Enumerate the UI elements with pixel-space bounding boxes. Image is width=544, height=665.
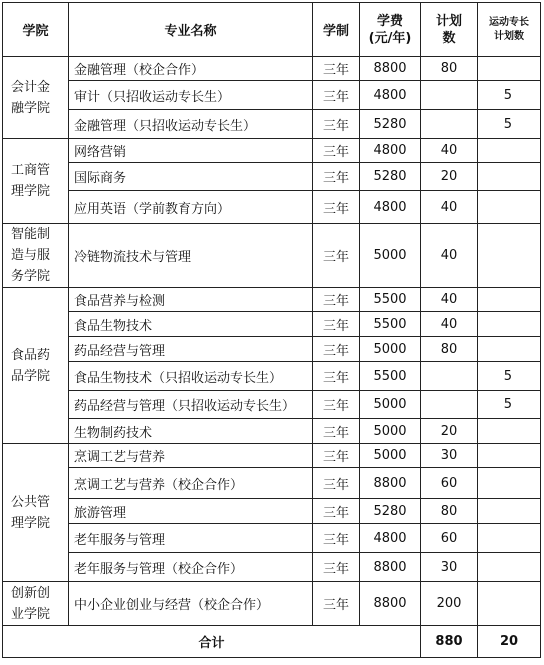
plan-cell: 60	[421, 524, 478, 553]
plan-cell: 80	[421, 337, 478, 362]
fee-cell: 8800	[360, 553, 421, 582]
fee-cell: 5280	[360, 110, 421, 139]
sport-cell	[478, 337, 541, 362]
table-row	[3, 224, 541, 288]
table-row	[3, 163, 541, 191]
college-name-line: 食品药	[11, 347, 51, 363]
sport-cell	[478, 57, 541, 81]
table-row	[3, 57, 541, 81]
college-cell	[3, 288, 69, 444]
header-sport-line2: 计划数	[494, 30, 524, 42]
fee-cell: 4800	[360, 139, 421, 163]
header-plan-line1: 计划	[435, 13, 462, 29]
fee-cell: 5280	[360, 163, 421, 191]
length-cell: 三年	[313, 163, 360, 191]
header-length: 学制	[313, 3, 360, 57]
major-cell: 中小企业创业与经营（校企合作）	[69, 582, 313, 626]
table-row	[3, 288, 541, 312]
header-fee	[360, 3, 421, 57]
length-cell: 三年	[313, 468, 360, 499]
length-cell: 三年	[313, 312, 360, 337]
sport-cell	[478, 468, 541, 499]
plan-cell: 80	[421, 499, 478, 524]
major-cell: 食品生物技术	[69, 312, 313, 337]
enrollment-plan-table	[2, 2, 541, 658]
total-sport: 20	[478, 626, 541, 658]
plan-cell: 80	[421, 57, 478, 81]
length-cell: 三年	[313, 582, 360, 626]
length-cell: 三年	[313, 524, 360, 553]
sport-cell	[478, 524, 541, 553]
college-name-line: 公共管	[11, 494, 51, 510]
table-row	[3, 444, 541, 468]
header-row	[3, 3, 541, 57]
sport-cell: 5	[478, 81, 541, 110]
table-row	[3, 468, 541, 499]
sport-cell	[478, 312, 541, 337]
college-name-line: 造与服	[11, 248, 51, 263]
fee-cell: 5000	[360, 391, 421, 419]
plan-cell: 200	[421, 582, 478, 626]
fee-cell: 8800	[360, 57, 421, 81]
length-cell: 三年	[313, 81, 360, 110]
length-cell: 三年	[313, 191, 360, 224]
plan-cell	[421, 81, 478, 110]
sport-cell	[478, 419, 541, 444]
plan-cell: 30	[421, 444, 478, 468]
college-name-line: 智能制	[11, 227, 51, 242]
header-sport-line1: 运动专长	[489, 16, 529, 28]
table-row	[3, 110, 541, 139]
length-cell: 三年	[313, 553, 360, 582]
header-major: 专业名称	[69, 3, 313, 57]
sport-cell: 5	[478, 391, 541, 419]
major-cell: 金融管理（校企合作）	[69, 57, 313, 81]
fee-cell: 5000	[360, 444, 421, 468]
college-cell	[3, 139, 69, 224]
length-cell: 三年	[313, 110, 360, 139]
fee-cell: 4800	[360, 524, 421, 553]
college-name-line: 工商管	[11, 163, 51, 178]
length-cell: 三年	[313, 391, 360, 419]
sport-cell	[478, 139, 541, 163]
major-cell: 药品经营与管理（只招收运动专长生）	[69, 391, 313, 419]
total-row	[3, 626, 541, 658]
header-sport	[478, 3, 541, 57]
major-cell: 金融管理（只招收运动专长生）	[69, 110, 313, 139]
plan-cell: 40	[421, 139, 478, 163]
header-plan	[421, 3, 478, 57]
fee-cell: 8800	[360, 468, 421, 499]
college-cell	[3, 57, 69, 139]
sport-cell	[478, 191, 541, 224]
table-row	[3, 312, 541, 337]
plan-cell	[421, 110, 478, 139]
fee-cell: 5280	[360, 499, 421, 524]
sport-cell	[478, 288, 541, 312]
sport-cell	[478, 224, 541, 288]
length-cell: 三年	[313, 362, 360, 391]
college-name-line: 业学院	[11, 606, 51, 622]
plan-cell: 40	[421, 191, 478, 224]
college-name-line: 理学院	[11, 184, 51, 199]
college-name-line: 务学院	[11, 269, 51, 284]
table-row	[3, 81, 541, 110]
major-cell: 老年服务与管理	[69, 524, 313, 553]
sport-cell	[478, 444, 541, 468]
plan-cell: 30	[421, 553, 478, 582]
length-cell: 三年	[313, 288, 360, 312]
fee-cell: 8800	[360, 582, 421, 626]
college-name-line: 创新创	[11, 585, 51, 601]
college-cell	[3, 582, 69, 626]
table-row	[3, 362, 541, 391]
table-row	[3, 419, 541, 444]
plan-cell: 40	[421, 312, 478, 337]
college-name-line: 融学院	[11, 100, 51, 116]
major-cell: 食品生物技术（只招收运动专长生）	[69, 362, 313, 391]
header-fee-line1: 学费	[376, 13, 403, 29]
major-cell: 老年服务与管理（校企合作）	[69, 553, 313, 582]
major-cell: 国际商务	[69, 163, 313, 191]
table-row	[3, 337, 541, 362]
major-cell: 网络营销	[69, 139, 313, 163]
table-row	[3, 582, 541, 626]
plan-cell	[421, 391, 478, 419]
header-plan-line2: 数	[442, 30, 456, 46]
major-cell: 冷链物流技术与管理	[69, 224, 313, 288]
college-name-line: 理学院	[11, 515, 51, 531]
college-cell	[3, 444, 69, 582]
length-cell: 三年	[313, 139, 360, 163]
college-name-line: 品学院	[11, 368, 51, 384]
plan-cell: 40	[421, 288, 478, 312]
fee-cell: 4800	[360, 191, 421, 224]
table-row	[3, 139, 541, 163]
major-cell: 审计（只招收运动专长生）	[69, 81, 313, 110]
table-row	[3, 499, 541, 524]
major-cell: 烹调工艺与营养	[69, 444, 313, 468]
total-label: 合计	[3, 626, 421, 658]
plan-cell: 20	[421, 163, 478, 191]
length-cell: 三年	[313, 337, 360, 362]
major-cell: 食品营养与检测	[69, 288, 313, 312]
total-plan: 880	[421, 626, 478, 658]
sport-cell	[478, 163, 541, 191]
major-cell: 药品经营与管理	[69, 337, 313, 362]
major-cell: 生物制药技术	[69, 419, 313, 444]
header-fee-line2: (元/年)	[368, 30, 412, 46]
fee-cell: 5500	[360, 312, 421, 337]
length-cell: 三年	[313, 57, 360, 81]
table-row	[3, 524, 541, 553]
header-college: 学院	[3, 3, 69, 57]
plan-cell: 60	[421, 468, 478, 499]
sport-cell: 5	[478, 362, 541, 391]
fee-cell: 5000	[360, 419, 421, 444]
length-cell: 三年	[313, 224, 360, 288]
major-cell: 应用英语（学前教育方向）	[69, 191, 313, 224]
college-name-line: 会计金	[11, 79, 51, 95]
fee-cell: 5000	[360, 224, 421, 288]
length-cell: 三年	[313, 419, 360, 444]
sport-cell	[478, 553, 541, 582]
sport-cell	[478, 582, 541, 626]
major-cell: 烹调工艺与营养（校企合作）	[69, 468, 313, 499]
sport-cell: 5	[478, 110, 541, 139]
fee-cell: 5500	[360, 288, 421, 312]
length-cell: 三年	[313, 499, 360, 524]
fee-cell: 5000	[360, 337, 421, 362]
table-row	[3, 191, 541, 224]
plan-cell	[421, 362, 478, 391]
plan-cell: 20	[421, 419, 478, 444]
length-cell: 三年	[313, 444, 360, 468]
college-cell	[3, 224, 69, 288]
table-row	[3, 391, 541, 419]
enrollment-plan-table-container	[2, 2, 541, 658]
table-row	[3, 553, 541, 582]
fee-cell: 5500	[360, 362, 421, 391]
plan-cell: 40	[421, 224, 478, 288]
sport-cell	[478, 499, 541, 524]
fee-cell: 4800	[360, 81, 421, 110]
major-cell: 旅游管理	[69, 499, 313, 524]
